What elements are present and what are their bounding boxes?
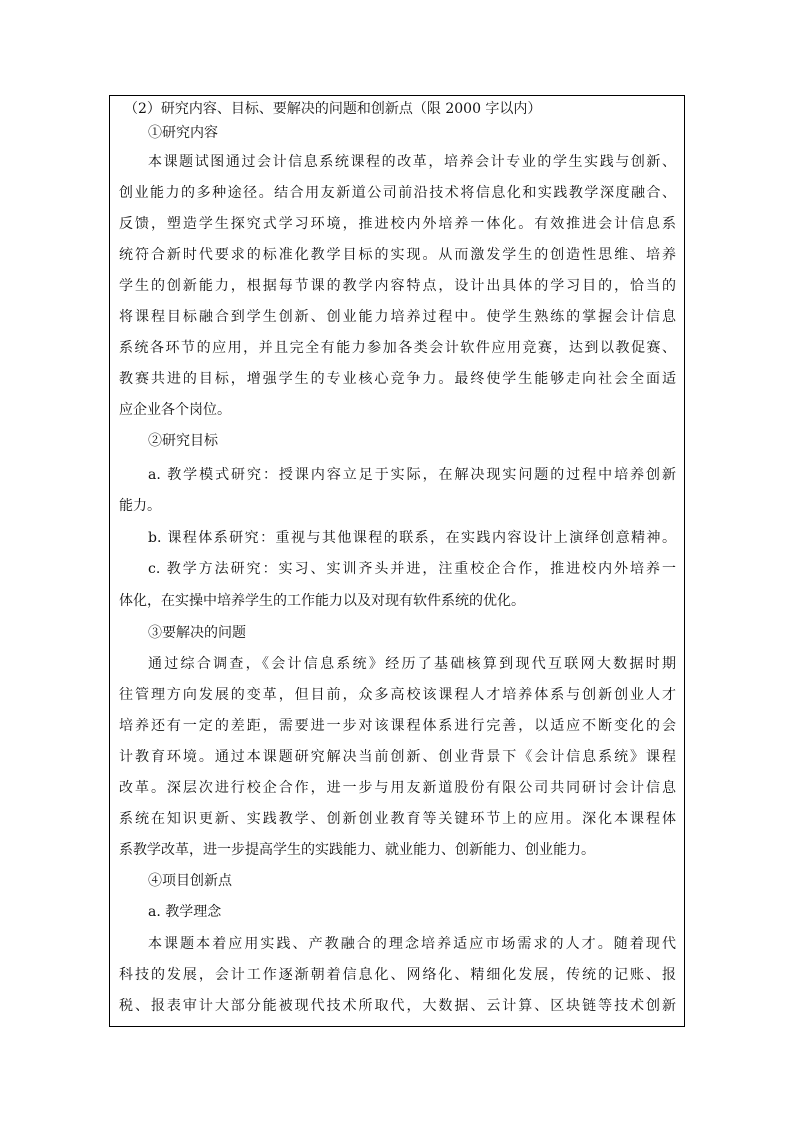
section-title: （2）研究内容、目标、要解决的问题和创新点（限 2000 字以内） <box>124 101 542 117</box>
paragraph-line: 创业能力的多种途径。结合用友新道公司前沿技术将信息化和实践教学深度融合、 <box>119 185 676 201</box>
heading-research-content: ①研究内容 <box>148 125 218 141</box>
paragraph-line: 统符合新时代要求的标准化教学目标的实现。从而激发学生的创造性思维、培养 <box>119 247 676 263</box>
paragraph-line: 往管理方向发展的变革，但目前，众多高校该课程人才培养体系与创新创业人才 <box>119 687 676 703</box>
heading-problems: ③要解决的问题 <box>148 625 246 641</box>
paragraph-line: 本课题本着应用实践、产教融合的理念培养适应市场需求的人才。随着现代 <box>148 936 676 952</box>
paragraph-line: 反馈，塑造学生探究式学习环境，推进校内外培养一体化。有效推进会计信息系 <box>119 216 676 232</box>
paragraph-line: 系统各环节的应用，并且完全有能力参加各类会计软件应用竞赛，达到以教促赛、 <box>119 340 676 356</box>
paragraph-line: 系教学改革，进一步提高学生的实践能力、就业能力、创新能力、创业能力。 <box>119 842 595 858</box>
goal-a-line: a. 教学模式研究：授课内容立足于实际，在解决现实问题的过程中培养创新 <box>148 467 676 483</box>
paragraph-line: 改革。深层次进行校企合作，进一步与用友新道股份有限公司共同研讨会计信息 <box>119 780 676 796</box>
paragraph-line: 教赛共进的目标，增强学生的专业核心竞争力。最终使学生能够走向社会全面适 <box>119 371 676 387</box>
paragraph-line: 科技的发展，会计工作逐渐朝着信息化、网络化、精细化发展，传统的记账、报 <box>119 967 676 983</box>
paragraph-line: 计教育环境。通过本课题研究解决当前创新、创业背景下《会计信息系统》课程 <box>119 749 676 765</box>
paragraph-line: 本课题试图通过会计信息系统课程的改革，培养会计专业的学生实践与创新、 <box>148 154 676 170</box>
paragraph-line: 学生的创新能力，根据每节课的教学内容特点，设计出具体的学习目的，恰当的 <box>119 278 676 294</box>
proposal-section-box <box>109 95 685 1027</box>
goal-c-line: 体化，在实操中培养学生的工作能力以及对现有软件系统的优化。 <box>119 593 525 609</box>
heading-innovation: ④项目创新点 <box>148 873 232 889</box>
heading-research-goals: ②研究目标 <box>148 433 218 449</box>
paragraph-line: 税、报表审计大部分能被现代技术所取代，大数据、云计算、区块链等技术创新 <box>119 998 676 1014</box>
subheading-teaching-concept: a. 教学理念 <box>148 904 222 920</box>
paragraph-line: 将课程目标融合到学生创新、创业能力培养过程中。使学生熟练的掌握会计信息 <box>119 309 676 325</box>
goal-a-line: 能力。 <box>119 498 161 514</box>
goal-c-line: c. 教学方法研究：实习、实训齐头并进，注重校企合作，推进校内外培养一 <box>148 561 676 577</box>
paragraph-line: 通过综合调查，《会计信息系统》经历了基础核算到现代互联网大数据时期 <box>148 656 676 672</box>
paragraph-line: 应企业各个岗位。 <box>119 402 231 418</box>
paragraph-line: 系统在知识更新、实践教学、创新创业教育等关键环节上的应用。深化本课程体 <box>119 811 676 827</box>
paragraph-line: 培养还有一定的差距，需要进一步对该课程体系进行完善，以适应不断变化的会 <box>119 718 676 734</box>
goal-b-line: b. 课程体系研究：重视与其他课程的联系，在实践内容设计上演绎创意精神。 <box>148 530 676 546</box>
